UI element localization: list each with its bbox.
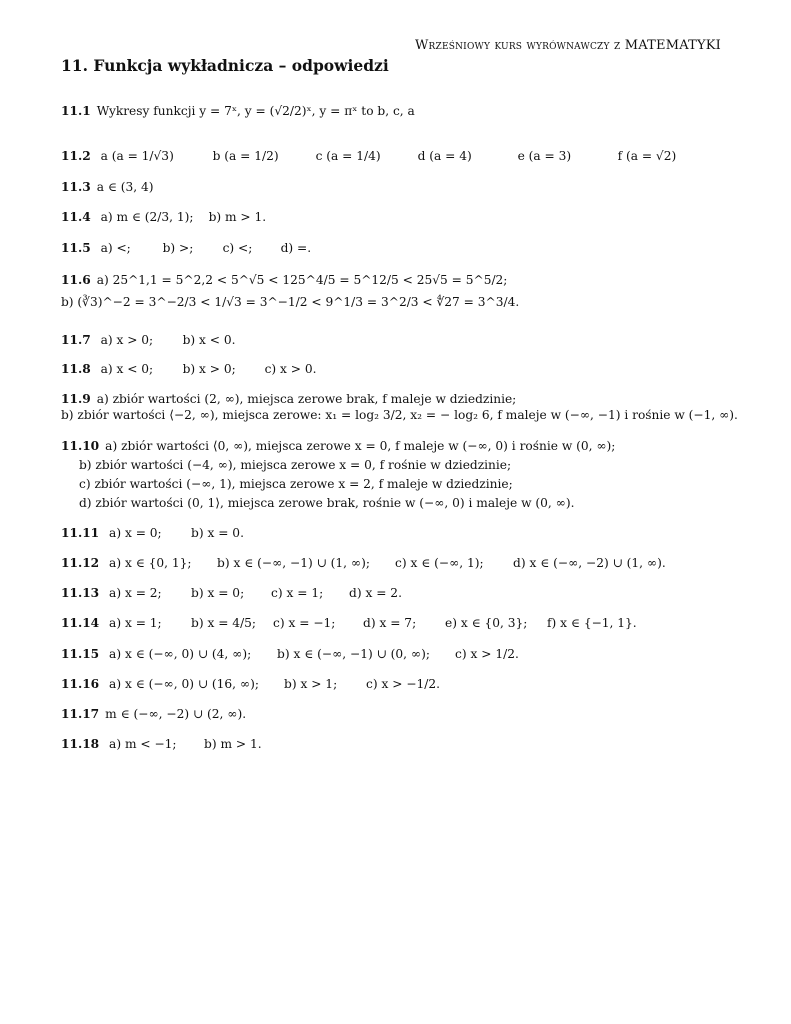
answer-line: a) zbiór wartości ⟨0, ∞), miejsca zerowe x = 0, f maleje w (−∞, 0) i rośnie w (0, ∞);: [105, 439, 616, 453]
answer-text: a ∈ (3, 4): [96, 180, 154, 194]
answer-part: d) x = 2.: [349, 586, 402, 600]
answer-part: b) x > 1;: [284, 677, 338, 691]
answer-11-1: [61, 103, 415, 120]
answer-11-10-line-c: c) zbiór wartości (−∞, 1), miejsca zerowe x = 2, f maleje w dziedzinie;: [79, 477, 513, 491]
answer-number: 11.4: [61, 210, 91, 224]
answer-part: e) x ∈ {0, 3};: [445, 616, 528, 630]
answer-part: b) x ∈ (−∞, −1) ∪ (0, ∞);: [277, 647, 430, 661]
answer-11-10: [61, 438, 615, 455]
answer-number: 11.18: [61, 737, 100, 751]
answer-part: c) x ∈ (−∞, 1);: [395, 556, 484, 570]
answer-11-13: [61, 585, 402, 602]
answer-part: a) x ∈ {0, 1};: [109, 556, 192, 570]
answer-text: m ∈ (−∞, −2) ∪ (2, ∞).: [105, 707, 247, 721]
answer-11-9: [61, 391, 516, 408]
answer-11-14: [61, 615, 637, 632]
answer-part: b) m > 1.: [204, 737, 262, 751]
answer-11-12: [61, 555, 666, 572]
answer-number: 11.1: [61, 104, 91, 118]
answer-part: a) x > 0;: [100, 333, 154, 347]
answer-part: a) x = 1;: [109, 616, 162, 630]
answer-number: 11.12: [61, 556, 100, 570]
answer-number: 11.5: [61, 241, 91, 255]
answer-part: d) x = 7;: [363, 616, 417, 630]
answer-part: a) m ∈ (2/3, 1);: [100, 210, 194, 224]
answer-part: b) x = 0.: [191, 526, 244, 540]
answer-11-17: [61, 706, 246, 723]
answer-part: b) m > 1.: [208, 210, 267, 224]
answer-11-10-line-d: d) zbiór wartości (0, 1⟩, miejsca zerowe brak, rośnie w (−∞, 0) i maleje w (0, ∞).: [79, 496, 575, 510]
answer-part: e (a = 3): [517, 149, 572, 163]
answer-part: c) x > −1/2.: [366, 677, 441, 691]
answer-line: a) zbiór wartości (2, ∞), miejsca zerowe brak, f maleje w dziedzinie;: [96, 392, 517, 406]
answer-part: f (a = √2): [617, 149, 677, 163]
answer-part: b) x > 0;: [182, 362, 236, 376]
answer-part: b (a = 1/2): [212, 149, 279, 163]
answer-number: 11.10: [61, 439, 100, 453]
answer-part: b) >;: [162, 241, 194, 255]
answer-11-18: [61, 736, 262, 753]
answer-part: b) x = 0;: [191, 586, 245, 600]
answer-part: b) x = 4/5;: [191, 616, 257, 630]
answer-part: a (a = 1/√3): [100, 149, 174, 163]
answer-11-16: [61, 676, 440, 693]
answer-11-7: [61, 332, 235, 349]
answer-number: 11.15: [61, 647, 100, 661]
answer-11-4: [61, 209, 266, 226]
answer-part: c) x = −1;: [273, 616, 336, 630]
answer-number: 11.2: [61, 149, 91, 163]
answer-part: a) x ∈ (−∞, 0) ∪ (4, ∞);: [109, 647, 252, 661]
answer-part: c) <;: [222, 241, 253, 255]
answer-11-6-line-b: b) (∛3)^−2 = 3^−2/3 < 1/√3 = 3^−1/2 < 9^1/3 = 3^2/3 < ∜27 = 3^3/4.: [61, 295, 520, 309]
answer-part: a) m < −1;: [109, 737, 177, 751]
answer-line: a) 25^1,1 = 5^2,2 < 5^√5 < 125^4/5 = 5^12/5 < 25√5 = 5^5/2;: [96, 273, 508, 287]
answer-part: d) x ∈ (−∞, −2) ∪ (1, ∞).: [513, 556, 666, 570]
answer-part: d (a = 4): [417, 149, 472, 163]
answer-number: 11.7: [61, 333, 91, 347]
answer-part: d) =.: [280, 241, 312, 255]
answer-part: a) <;: [100, 241, 131, 255]
answer-number: 11.9: [61, 392, 91, 406]
answer-part: a) x = 2;: [109, 586, 162, 600]
answer-11-6: [61, 272, 507, 289]
answer-part: a) x < 0;: [100, 362, 154, 376]
answer-11-15: [61, 646, 519, 663]
answer-11-3: [61, 179, 154, 196]
answer-part: c (a = 1/4): [315, 149, 381, 163]
answer-11-5: [61, 240, 311, 257]
answer-part: b) x ∈ (−∞, −1) ∪ (1, ∞);: [217, 556, 370, 570]
answer-number: 11.14: [61, 616, 100, 630]
answer-11-10-line-b: b) zbiór wartości (−4, ∞), miejsca zerowe x = 0, f rośnie w dziedzinie;: [79, 458, 512, 472]
running-header: Wrześniowy kurs wyrównawczy z MATEMATYKI: [414, 38, 721, 53]
answer-part: a) x ∈ (−∞, 0) ∪ (16, ∞);: [109, 677, 259, 691]
answer-11-8: [61, 361, 316, 378]
answer-11-9-line-b: b) zbiór wartości ⟨−2, ∞), miejsca zerowe: x₁ = log₂ 3/2, x₂ = − log₂ 6, f maleje w (−∞, −1) i rośnie w (−1, ∞).: [61, 408, 738, 422]
answer-number: 11.13: [61, 586, 100, 600]
answer-part: c) x = 1;: [271, 586, 324, 600]
answer-11-11: [61, 525, 244, 542]
answer-number: 11.8: [61, 362, 91, 376]
answer-number: 11.16: [61, 677, 100, 691]
answer-11-2: [61, 148, 676, 165]
answer-text: Wykresy funkcji y = 7ˣ, y = (√2/2)ˣ, y = πˣ to b, c, a: [96, 104, 415, 118]
answer-part: f) x ∈ {−1, 1}.: [547, 616, 637, 630]
answer-number: 11.3: [61, 180, 91, 194]
answer-number: 11.17: [61, 707, 100, 721]
answer-number: 11.6: [61, 273, 91, 287]
answer-part: b) x < 0.: [182, 333, 236, 347]
answer-number: 11.11: [61, 526, 100, 540]
answer-part: c) x > 0.: [264, 362, 317, 376]
answer-part: a) x = 0;: [109, 526, 162, 540]
section-title: 11. Funkcja wykładnicza – odpowiedzi: [61, 56, 389, 75]
answer-part: c) x > 1/2.: [455, 647, 519, 661]
